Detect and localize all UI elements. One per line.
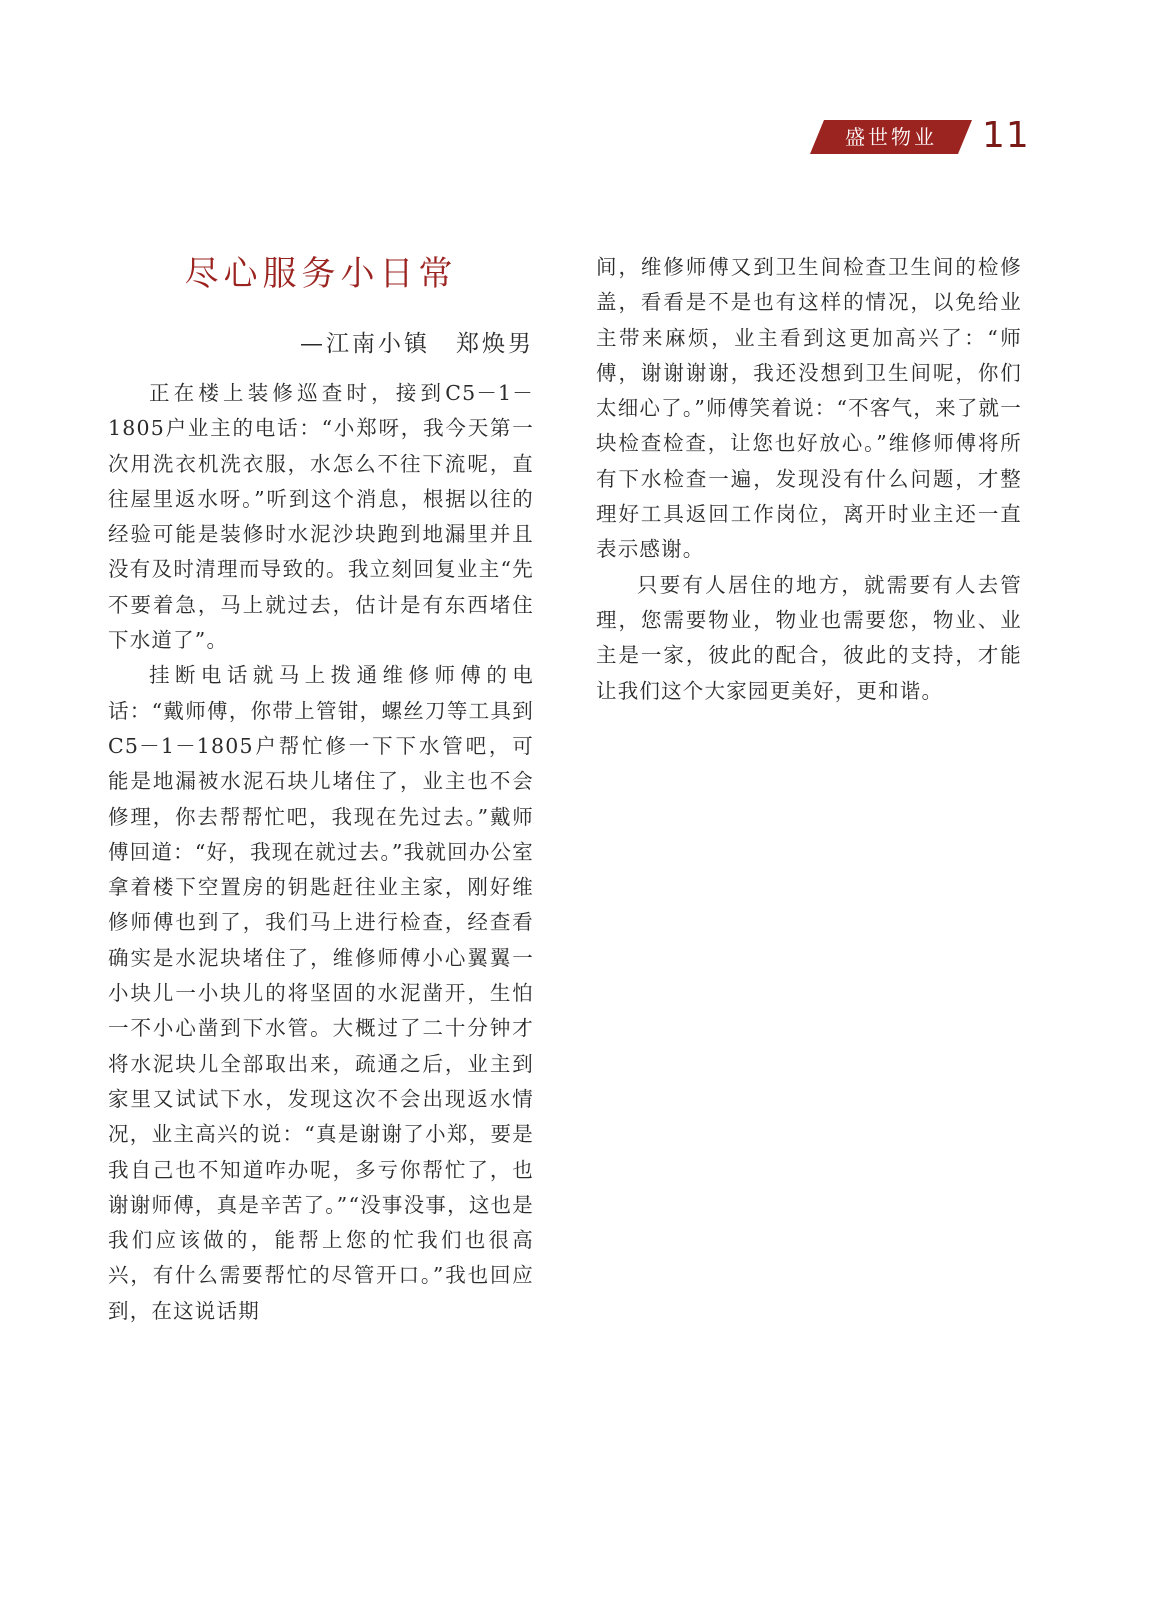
page-number: 11 bbox=[982, 115, 1030, 156]
right-column bbox=[596, 250, 1022, 709]
paragraph: 间，维修师傅又到卫生间检查卫生间的检修盖，看看是不是也有这样的情况，以免给业主带来麻烦，业主看到这更加高兴了：“师傅，谢谢谢谢，我还没想到卫生间呢，你们太细心了。”师傅笑着说：“不客气，来了就一块检查检查，让您也好放心。”维修师傅将所有下水检查一遍，发现没有什么问题，才整理好工具返回工作岗位，离开时业主还一直表示感谢。 bbox=[596, 255, 1022, 562]
paragraph: 只要有人居住的地方，就需要有人去管理，您需要物业，物业也需要您，物业、业主是一家，彼此的配合，彼此的支持，才能让我们这个大家园更美好，更和谐。 bbox=[596, 572, 1022, 703]
article-title: 尽心服务小日常 bbox=[184, 254, 458, 294]
section-label: 盛世物业 bbox=[845, 125, 937, 149]
section-banner bbox=[810, 120, 972, 154]
paragraph: 正在楼上装修巡查时，接到C5－1－1805户业主的电话：“小郑呀，我今天第一次用洗衣机洗衣服，水怎么不往下流呢，直往屋里返水呀。”听到这个消息，根据以往的经验可能是装修时水泥沙块跑到地漏里并且没有及时清理而导致的。我立刻回复业主“先不要着急，马上就过去，估计是有东西堵住下水道了”。 bbox=[108, 381, 534, 653]
paragraph: 挂断电话就马上拨通维修师傅的电话：“戴师傅，你带上管钳，螺丝刀等工具到C5－1－1805户帮忙修一下下水管吧，可能是地漏被水泥石块儿堵住了，业主也不会修理，你去帮帮忙吧，我现在先过去。”戴师傅回道：“好，我现在就过去。”我就回办公室拿着楼下空置房的钥匙赶往业主家，刚好维修师傅也到了，我们马上进行检查，经查看确实是水泥块堵住了，维修师傅小心翼翼一小块儿一小块儿的将坚固的水泥凿开，生怕一不小心凿到下水管。大概过了二十分钟才将水泥块儿全部取出来，疏通之后，业主到家里又试试下水，发现这次不会出现返水情况，业主高兴的说：“真是谢谢了小郑，要是我自己也不知道咋办呢，多亏你帮忙了，也谢谢师傅，真是辛苦了。”“没事没事，这也是我们应该做的，能帮上您的忙我们也很高兴，有什么需要帮忙的尽管开口。”我也回应到，在这说话期 bbox=[108, 663, 534, 1323]
page-header bbox=[810, 115, 1030, 156]
left-column bbox=[108, 376, 534, 1329]
article-byline: —江南小镇 郑焕男 bbox=[300, 331, 534, 357]
